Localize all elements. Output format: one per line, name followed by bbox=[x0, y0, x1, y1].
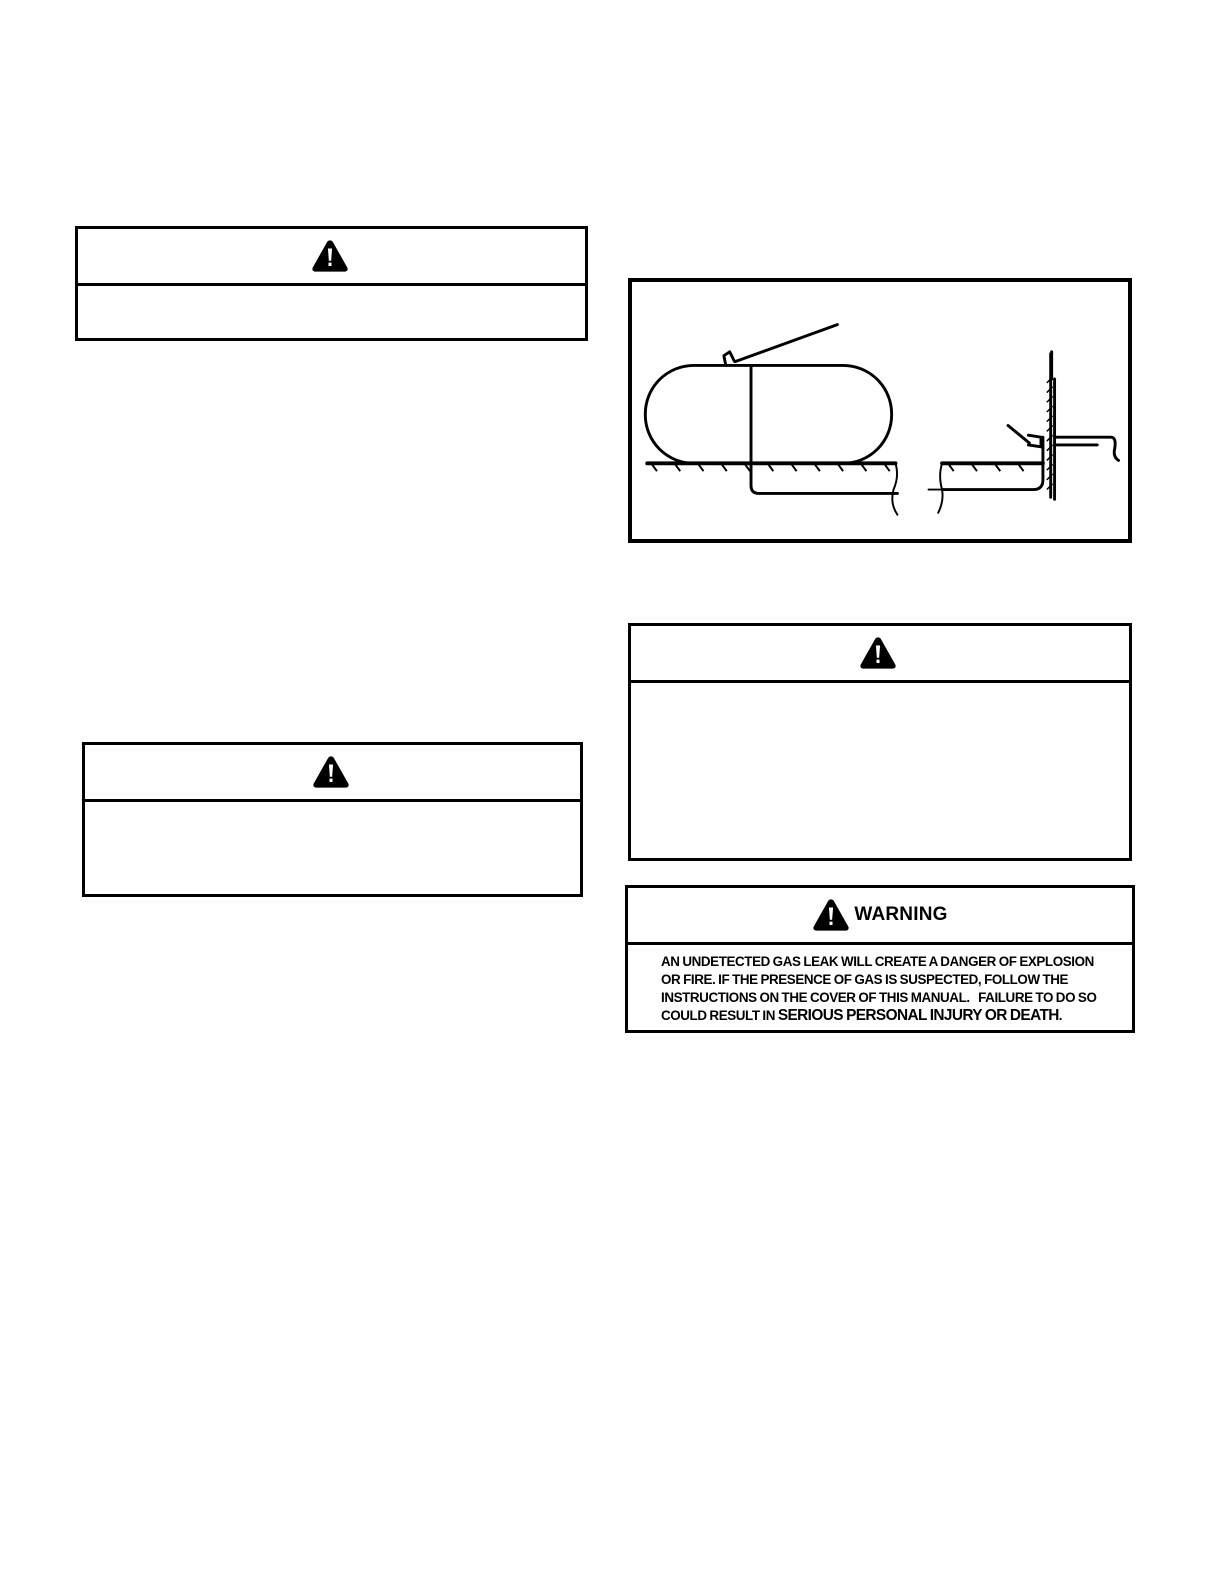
tank-diagram-drawing bbox=[632, 282, 1128, 539]
warning-line-suffix: . bbox=[1058, 1008, 1063, 1023]
warning-triangle-icon bbox=[312, 755, 350, 789]
notice-header bbox=[631, 626, 1129, 683]
notice-box-right-upper bbox=[628, 623, 1132, 861]
warning-line-prefix: COULD RESULT IN bbox=[661, 1008, 778, 1023]
warning-triangle-icon bbox=[859, 636, 897, 670]
warning-line bbox=[661, 1007, 1122, 1025]
notice-text bbox=[78, 286, 585, 338]
warning-signal-word: WARNING bbox=[854, 904, 948, 925]
notice-text bbox=[631, 683, 1129, 858]
notice-header bbox=[78, 229, 585, 286]
notice-text bbox=[85, 802, 580, 894]
warning-line: AN UNDETECTED GAS LEAK WILL CREATE A DANGER OF EXPLOSION bbox=[661, 954, 1094, 969]
notice-header bbox=[85, 745, 580, 802]
warning-emphasis: SERIOUS PERSONAL INJURY OR DEATH bbox=[777, 1007, 1059, 1024]
warning-triangle-icon bbox=[311, 239, 349, 273]
propane-tank-shape bbox=[645, 365, 891, 463]
warning-triangle-icon bbox=[812, 898, 850, 932]
warning-header bbox=[628, 888, 1132, 945]
propane-tank-installation-diagram bbox=[628, 278, 1132, 543]
notice-box-top-left bbox=[75, 226, 588, 341]
gas-leak-warning-box bbox=[625, 885, 1135, 1033]
warning-line: OR FIRE. IF THE PRESENCE OF GAS IS SUSPECTED, FOLLOW THE bbox=[661, 972, 1069, 987]
warning-text bbox=[628, 945, 1132, 1030]
notice-box-mid-left bbox=[82, 742, 583, 897]
warning-line: INSTRUCTIONS ON THE COVER OF THIS MANUAL. FAILURE TO DO SO bbox=[661, 990, 1097, 1005]
